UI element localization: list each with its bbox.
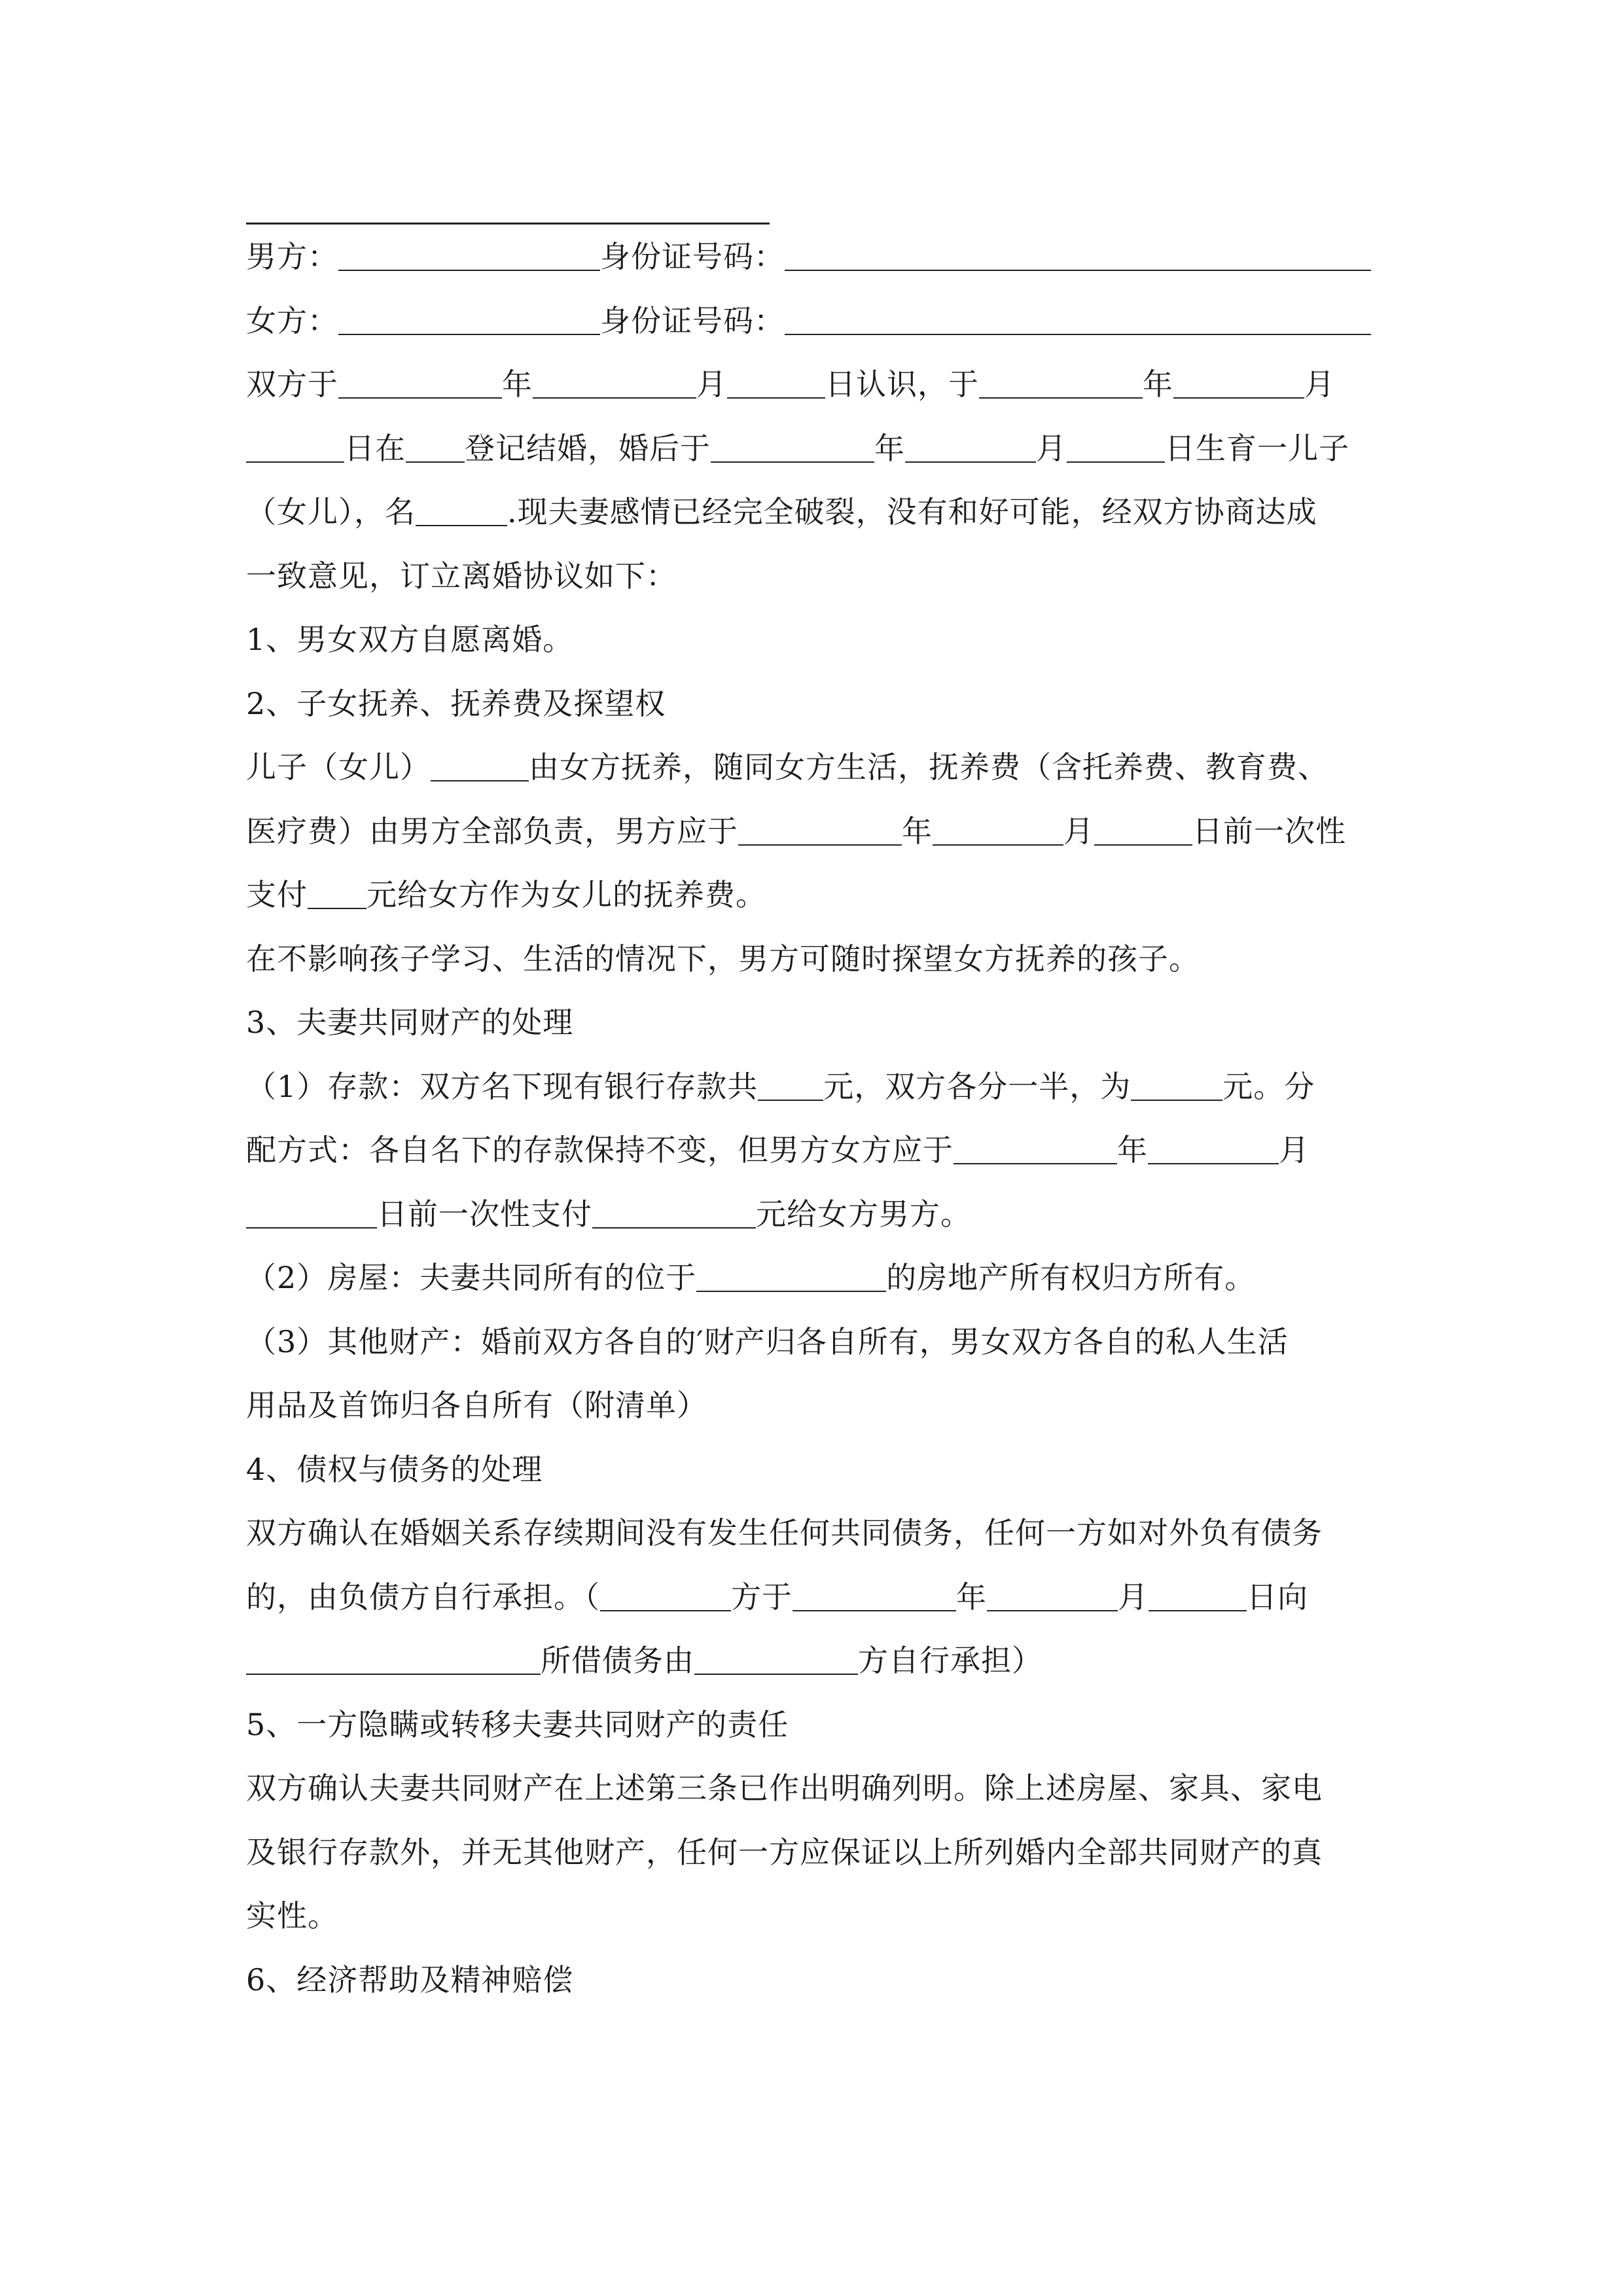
sec2-text: 医疗费）由男方全部负责，男方应于 — [246, 813, 738, 849]
sec3-p2-line — [246, 1246, 1378, 1310]
sec3-p1-line-3 — [246, 1183, 1378, 1247]
sec4-text: 日向 — [1247, 1579, 1308, 1615]
sec2-text: 支付 — [246, 877, 308, 912]
birth-month-blank[interactable] — [905, 431, 1036, 463]
debt-bearer-blank[interactable] — [694, 1643, 858, 1675]
sec5-line-1: 双方确认夫妻共同财产在上述第三条已作出明确列明。除上述房屋、家具、家电 — [246, 1770, 1323, 1806]
sec3-text: 元。分 — [1222, 1068, 1315, 1104]
deposit-year-blank[interactable] — [954, 1133, 1117, 1164]
birth-year-blank[interactable] — [711, 431, 874, 463]
intro-text: 登记结婚，婚后于 — [465, 430, 711, 466]
sec2-line-3 — [246, 863, 1378, 927]
section-5-title: 5、一方隐瞒或转移夫妻共同财产的责任 — [246, 1706, 789, 1742]
marry-day-blank[interactable] — [246, 431, 344, 463]
agreement-body — [246, 196, 1378, 2012]
sec3-p3-line-1: （3）其他财产：婚前双方各自的′财产归各自所有，男女双方各自的私人生活 — [246, 1323, 1289, 1359]
sec3-p3-line-2: 用品及首饰归各自所有（附清单） — [246, 1388, 707, 1423]
sec3-p1-line-2 — [246, 1119, 1378, 1183]
sec5-line-3: 实性。 — [246, 1898, 338, 1933]
intro-text: 月 — [1304, 367, 1335, 402]
sec3-text: 元给女方男方。 — [756, 1196, 971, 1232]
male-id-blank[interactable] — [785, 240, 1371, 271]
male-name-blank[interactable] — [338, 240, 600, 271]
sec2-line-2 — [246, 800, 1378, 864]
sec4-text: 方自行承担） — [858, 1643, 1043, 1678]
sec2-text: 由女方抚养，随同女方生活，抚养费（含托养费、教育费、 — [529, 749, 1329, 785]
sec4-line-2 — [246, 1566, 1378, 1630]
debt-day-blank[interactable] — [1149, 1580, 1247, 1611]
meet-year-blank[interactable] — [338, 367, 502, 399]
marry-month-blank[interactable] — [1173, 367, 1304, 399]
top-rule — [246, 196, 1378, 225]
intro-text: 年 — [874, 430, 905, 466]
top-rule-line — [246, 223, 770, 224]
section-6-title: 6、经济帮助及精神赔偿 — [246, 1962, 574, 1998]
sec3-text: （1）存款：双方名下现有银行存款共 — [246, 1068, 758, 1104]
sec3-text: 年 — [1117, 1132, 1148, 1168]
meet-month-blank[interactable] — [533, 367, 696, 399]
intro-text: 月 — [696, 367, 727, 402]
sec4-text: 年 — [956, 1579, 987, 1615]
child-name-blank[interactable] — [416, 495, 507, 526]
sec2-line-4: 在不影响孩子学习、生活的情况下，男方可随时探望女方抚养的孩子。 — [246, 941, 1200, 977]
support-day-blank[interactable] — [1094, 814, 1192, 846]
intro-text: 年 — [1143, 367, 1173, 402]
intro-line-4: 一致意见，订立离婚协议如下： — [246, 558, 677, 594]
sec3-text: 元，双方各分一半，为 — [823, 1068, 1132, 1104]
section-4-title: 4、债权与债务的处理 — [246, 1451, 543, 1487]
sec4-line-3 — [246, 1629, 1378, 1693]
sec4-text: 月 — [1118, 1579, 1149, 1615]
section-1-title: 1、男女双方自愿离婚。 — [246, 622, 574, 657]
sec3-text: 日前一次性支付 — [377, 1196, 592, 1232]
debt-month-blank[interactable] — [987, 1580, 1118, 1611]
intro-text: 月 — [1036, 430, 1067, 466]
female-name-blank[interactable] — [338, 304, 600, 335]
sec2-text: 月 — [1063, 813, 1094, 849]
support-month-blank[interactable] — [933, 814, 1063, 846]
section-3-title: 3、夫妻共同财产的处理 — [246, 1005, 574, 1040]
sec3-text: （2）房屋：夫妻共同所有的位于 — [246, 1260, 697, 1295]
deposit-pay-amount-blank[interactable] — [592, 1197, 756, 1229]
sec5-line-2: 及银行存款外，并无其他财产，任何一方应保证以上所列婚内全部共同财产的真 — [246, 1834, 1323, 1870]
intro-text: 日在 — [344, 430, 406, 466]
custody-child-blank[interactable] — [431, 750, 529, 781]
male-label: 男方： — [246, 239, 338, 274]
sec4-text: 所借债务由 — [541, 1643, 694, 1678]
birth-day-blank[interactable] — [1067, 431, 1165, 463]
sec4-text: 方于 — [731, 1579, 793, 1615]
sec3-text: 月 — [1279, 1132, 1310, 1168]
support-amount-blank[interactable] — [308, 878, 366, 909]
registration-place-blank[interactable] — [406, 431, 465, 463]
sec4-text: 的，由负债方自行承担。（ — [246, 1579, 600, 1615]
intro-text: .现夫妻感情已经完全破裂，没有和好可能，经双方协商达成 — [507, 494, 1317, 529]
debt-year-blank[interactable] — [793, 1580, 956, 1611]
property-location-blank[interactable] — [696, 1261, 886, 1292]
deposit-half-blank[interactable] — [1131, 1069, 1222, 1101]
intro-text: 日生育一儿子 — [1165, 430, 1349, 466]
deposit-month-blank[interactable] — [1148, 1133, 1279, 1164]
female-label: 女方： — [246, 302, 338, 338]
intro-line-1 — [246, 353, 1378, 417]
creditor-blank[interactable] — [246, 1643, 541, 1675]
male-party-line — [246, 225, 1378, 289]
intro-line-3 — [246, 480, 1378, 545]
intro-text: （女儿），名 — [246, 494, 416, 529]
sec2-text: 年 — [902, 813, 933, 849]
marry-year-blank[interactable] — [979, 367, 1143, 399]
intro-text: 日认识，于 — [825, 367, 979, 402]
sec4-line-1: 双方确认在婚姻关系存续期间没有发生任何共同债务，任何一方如对外负有债务 — [246, 1515, 1323, 1551]
sec2-text: 儿子（女儿） — [246, 749, 431, 785]
intro-text: 双方于 — [246, 367, 338, 402]
intro-text: 年 — [502, 367, 533, 402]
meet-day-blank[interactable] — [727, 367, 825, 399]
section-2-title: 2、子女抚养、抚养费及探望权 — [246, 685, 666, 721]
intro-line-2 — [246, 417, 1378, 481]
debtor-party-blank[interactable] — [600, 1580, 731, 1611]
deposit-day-blank[interactable] — [246, 1197, 377, 1229]
deposit-total-blank[interactable] — [758, 1069, 823, 1101]
sec3-text: 的房地产所有权归方所有。 — [886, 1260, 1256, 1295]
support-year-blank[interactable] — [738, 814, 902, 846]
male-id-label: 身份证号码： — [600, 239, 785, 274]
female-id-blank[interactable] — [785, 304, 1371, 335]
sec3-p1-line-1 — [246, 1055, 1378, 1119]
sec2-line-1 — [246, 736, 1378, 800]
sec2-text: 日前一次性 — [1192, 813, 1346, 849]
female-party-line — [246, 289, 1378, 353]
sec3-text: 配方式：各自名下的存款保持不变，但男方女方应于 — [246, 1132, 954, 1168]
sec2-text: 元给女方作为女儿的抚养费。 — [366, 877, 766, 912]
female-id-label: 身份证号码： — [600, 302, 785, 338]
